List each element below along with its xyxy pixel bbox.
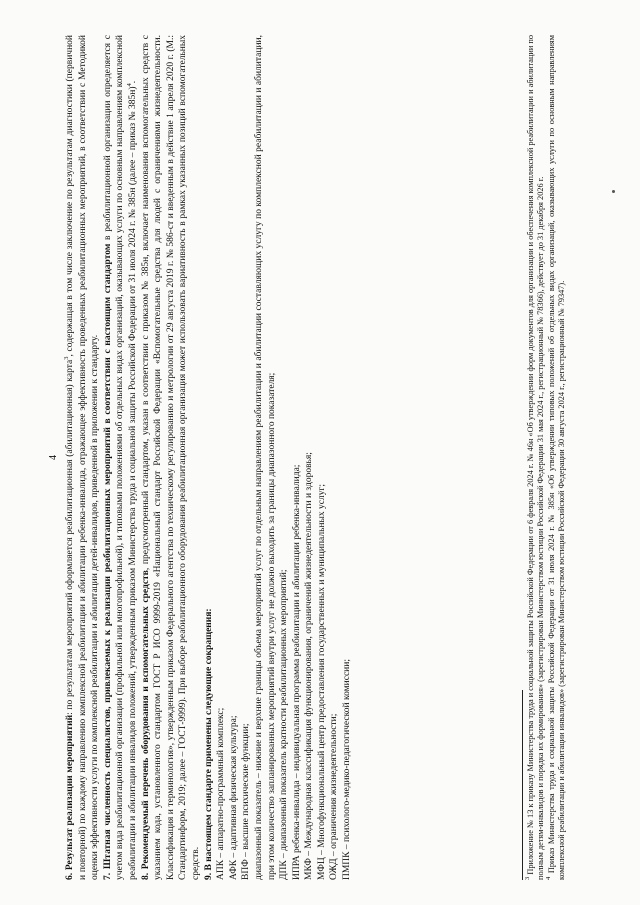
footnote-separator — [522, 690, 523, 880]
section-9 — [203, 35, 216, 880]
abbreviation-item: ДПК – диапазонный показатель кратности реабилитационных мероприятий; — [279, 569, 290, 880]
footnote-ref-3: 3 — [62, 356, 70, 360]
abbreviation-item: ВПФ – высшие психические функции; — [241, 723, 252, 880]
section-6-text-cont: , содержащая в том числе заключение по результатам диагностики (первичной и повторной) по каждому направлению комплексной реабилитации и абилитации ребенка-инвалида, отражающее эффективность проведенных реабилитационных мероприятий, в соответствии с Методикой оценки эффективности услуги по комплексной реабилитации и абилитации детей-инвалидов, приведенной в приложении к стандарту. — [65, 35, 101, 880]
section-9-title: 9. В настоящем стандарте применены следующие сокращения: — [203, 608, 214, 880]
document-body — [64, 35, 354, 880]
section-8-title: 8. Рекомендуемый перечень оборудования и вспомогательных средств — [140, 570, 151, 880]
abbreviation-item: АПК – аппаратно-программный комплекс; — [216, 707, 227, 880]
section-6-title: 6. Результат реализации мероприятий — [65, 714, 75, 880]
section-8-text: , предусмотренный стандартом, указан в соответствии с приказом № 385н, включает наименования вспомогательных средств с указанием кода, установленного стандартом ГОСТ Р ИСО 9999-2019 «Национальный стандарт Российской Федерации «Вспомогательные средства для людей с ограничениями жизнедеятельности. Классификация и терминология», утвержденным приказом Федерального агентства по техническому регулированию и метрологии от 29 августа 2019 г. № 586-ст и введенным в действие 1 апреля 2020 г. (М.: Стандартинформ, 2019; далее – ГОСТ-9999). При выборе реабилитационного оборудования реабилитационная организация может использовать вариативность в рамках указанных позиций вспомогательных средств. — [140, 35, 201, 880]
footnotes — [522, 35, 568, 880]
footnote-4 — [547, 35, 568, 880]
footnote-mark: 3 — [524, 876, 532, 880]
section-8 — [140, 35, 203, 880]
abbreviation-item: ИПРА ребенка-инвалида – индивидуальная программа реабилитации и абилитации ребенка-инвалида; — [291, 464, 302, 880]
section-7 — [102, 35, 140, 880]
abbreviation-item: ОЖД – ограничения жизнедеятельности; — [329, 713, 340, 880]
footnote-ref-4: 4 — [125, 83, 133, 87]
page-number: 4 — [48, 455, 59, 460]
footnote-mark: 4 — [545, 876, 553, 880]
rotated-document — [50, 35, 610, 880]
footnote-text: Приложение № 13 к приказу Министерства труда и социальной защиты Российской Федерации от 6 февраля 2024 г. № 46н «Об утверждении форм документов для организации и обеспечения комплексной реабилитации и абилитации по полным детям-инвалидов и порядка их формирования» (зарегистрирован Министерством юстиции Российской Федерации 31 мая 2024 г., регистрационный № 78366), действует до 31 декабря 2026 г. — [526, 35, 546, 880]
abbreviation-item: ПМПК – психолого-медико-педагогической комиссии; — [342, 659, 353, 880]
section-6 — [64, 35, 102, 880]
abbreviation-item: АФК – адаптивная физическая культура; — [228, 715, 239, 880]
abbreviation-item: диапазонный показатель – нижние и верхние границы объема мероприятий услуг по отдельным направлениям реабилитации и абилитации составляющих услугу по комплексной реабилитации и абилитации, при этом количество запланированных мероприятий внутри услуг не должно выходить за границы диапазонного показателя; — [253, 35, 277, 880]
scan-speck — [612, 190, 615, 193]
section-6-text: : по результатам мероприятий оформляется реабилитационная (абилитационная) карта — [65, 359, 75, 715]
abbreviation-item: МФЦ – Многофункциональный центр предоставления государственных и муниципальных услуг; — [316, 484, 327, 880]
footnote-3 — [526, 35, 547, 880]
abbreviation-item: МКФ – Международная классификация функционирования, ограничений жизнедеятельности и здоровья; — [304, 452, 315, 880]
abbreviation-list — [215, 35, 354, 880]
section-7-end: . — [127, 80, 138, 84]
section-7-text: в реабилитационной организации определяется с учетом вида реабилитационной организации (профильной или многопрофильной), и типовыми положениями об отдельных видах организаций, оказывающих услуги по основным направлениям комплексной реабилитации и абилитации инвалидов положений, утвержденным приказом Министерства труда и социальной защиты Российской Федерации от 31 июля 2024 г. № 385н (далее – приказ № 385н) — [102, 35, 138, 880]
section-7-title: 7. Штатная численность специалистов, привлекаемых к реализации реабилитационных мероприятий в соответствии с настоящим стандартом — [102, 243, 113, 880]
footnote-text: Приказ Министерства труда и социальной защиты Российской Федерации от 31 июля 2024 г. № 385н «Об утверждении типовых положений об отдельных видах организаций, оказывающих услуги по основным направлениям комплексной реабилитации и абилитации инвалидов» (зарегистрирован Министерством юстиции Российской Федерации 30 августа 2024 г., регистрационный № 79347). — [546, 35, 567, 880]
